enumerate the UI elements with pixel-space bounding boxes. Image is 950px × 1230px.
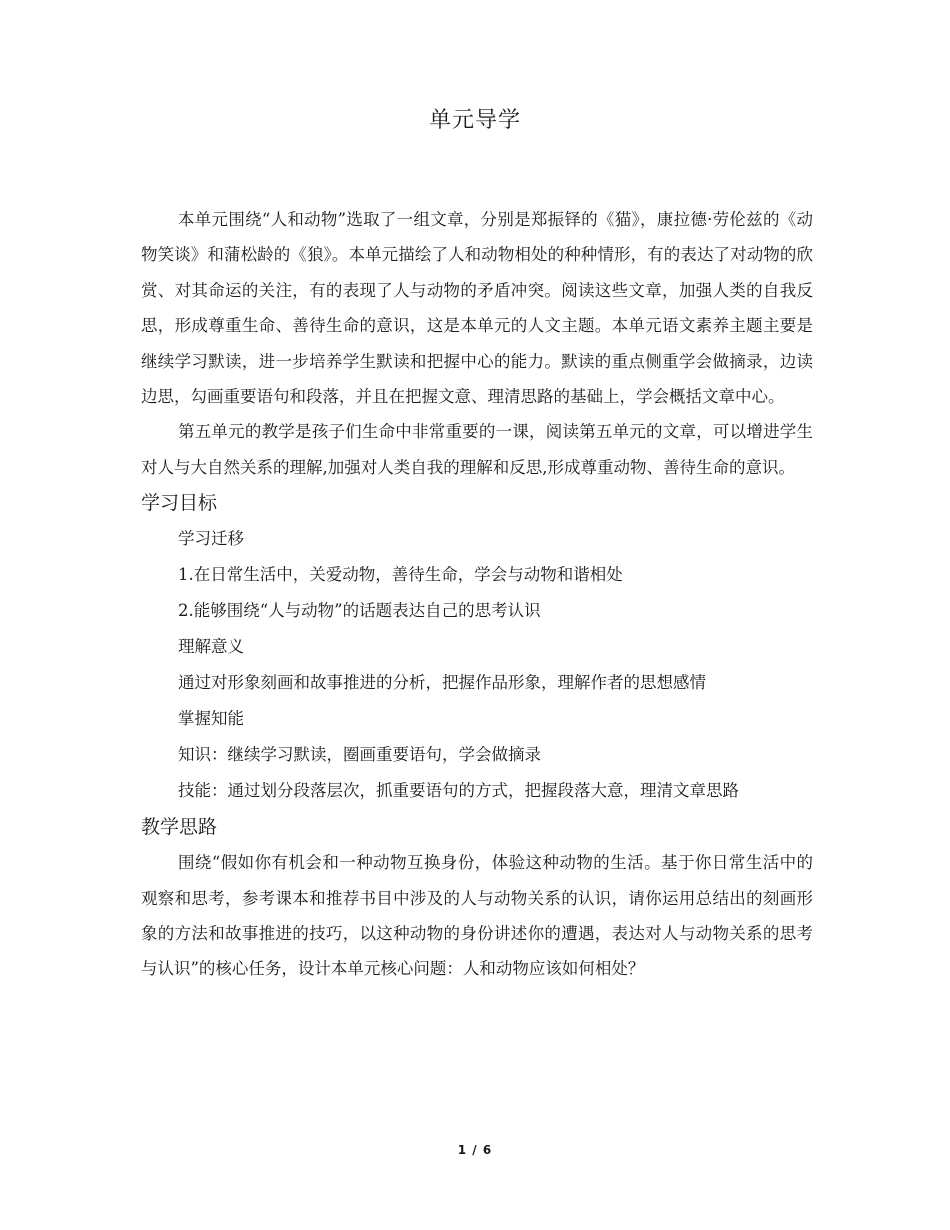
document-body bbox=[141, 202, 813, 987]
goal-category-knowledge: 掌握知能 bbox=[178, 709, 244, 729]
goal-item: 技能：通过划分段落层次，抓重要语句的方式，把握段落大意，理清文章思路 bbox=[178, 781, 739, 801]
goal-item: 知识：继续学习默读，圈画重要语句，学会做摘录 bbox=[178, 745, 541, 765]
goal-item: 2.能够围绕“人与动物”的话题表达自己的思考认识 bbox=[178, 601, 541, 621]
goal-item: 1.在日常生活中，关爱动物，善待生命，学会与动物和谐相处 bbox=[178, 565, 623, 585]
page-title: 单元导学 bbox=[428, 108, 521, 133]
intro-paragraph-2: 第五单元的教学是孩子们生命中非常重要的一课，阅读第五单元的文章，可以增进学生对人与大自然关系的理解,加强对人类自我的理解和反思,形成尊重动物、善待生命的意识。 bbox=[141, 422, 813, 477]
goal-category-understanding: 理解意义 bbox=[178, 637, 244, 657]
section-heading-approach: 教学思路 bbox=[141, 816, 218, 839]
approach-paragraph: 围绕“假如你有机会和一种动物互换身份，体验这种动物的生活。基于你日常生活中的观察和思考，参考课本和推荐书目中涉及的人与动物关系的认识，请你运用总结出的刻画形象的方法和故事推进的技巧，以这种动物的身份讲述你的遭遇，表达对人与动物关系的思考与认识”的核心任务，设计本单元核心问题：人和动物应该如何相处？ bbox=[141, 853, 813, 979]
section-heading-goals: 学习目标 bbox=[141, 492, 218, 515]
page-number: 1 / 6 bbox=[457, 1143, 493, 1157]
goal-item: 通过对形象刻画和故事推进的分析，把握作品形象，理解作者的思想感情 bbox=[178, 673, 706, 693]
intro-paragraph-1: 本单元围绕“人和动物”选取了一组文章，分别是郑振铎的《猫》，康拉德·劳伦兹的《动物笑谈》和蒲松龄的《狼》。本单元描绘了人和动物相处的种种情形，有的表达了对动物的欣赏、对其命运的关注，有的表现了人与动物的矛盾冲突。阅读这些文章，加强人类的自我反思，形成尊重生命、善待生命的意识，这是本单元的人文主题。本单元语文素养主题主要是继续学习默读，进一步培养学生默读和把握中心的能力。默读的重点侧重学会做摘录，边读边思，勾画重要语句和段落，并且在把握文意、理清思路的基础上，学会概括文章中心。 bbox=[141, 210, 813, 407]
goal-category-transfer: 学习迁移 bbox=[178, 529, 244, 549]
